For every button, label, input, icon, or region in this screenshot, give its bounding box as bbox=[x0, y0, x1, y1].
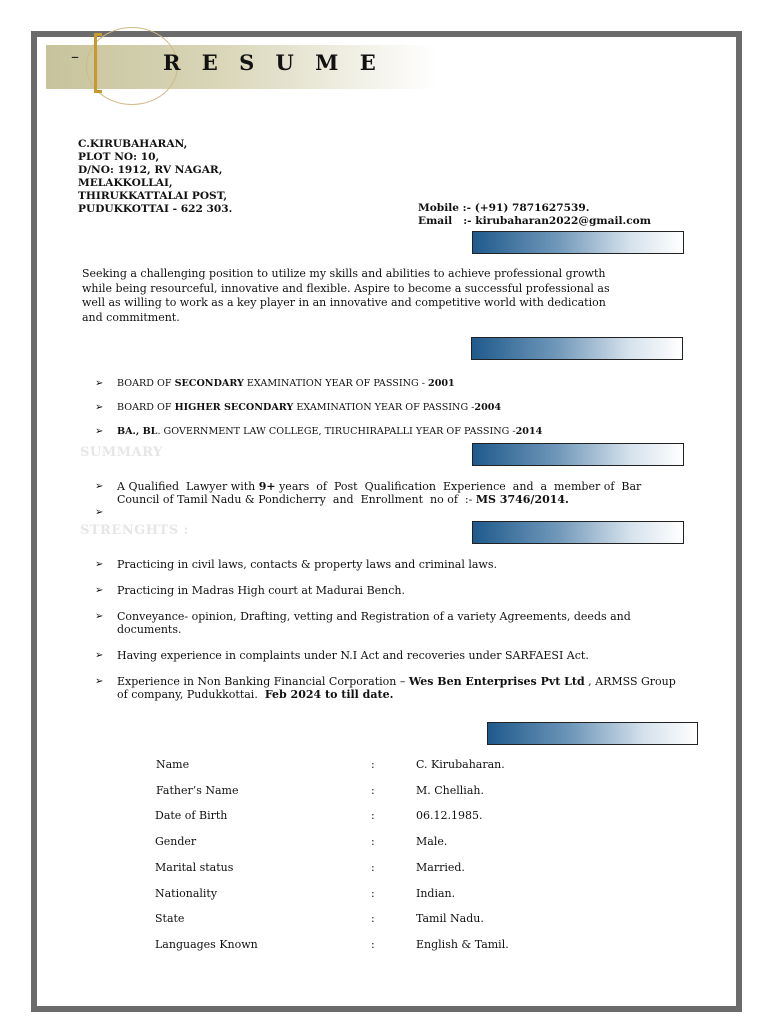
arrow-bullet-icon: ➢ bbox=[95, 426, 104, 437]
personal-value: English & Tamil. bbox=[416, 938, 509, 951]
personal-value: Male. bbox=[416, 835, 448, 848]
personal-colon: : bbox=[371, 784, 375, 797]
empty-bullet bbox=[95, 506, 115, 519]
education-item: ➢ BOARD OF SECONDARY EXAMINATION YEAR OF PASSING - 2001 bbox=[95, 378, 455, 389]
strengths-section-bar bbox=[472, 521, 684, 544]
arrow-bullet-icon: ➢ bbox=[95, 402, 104, 413]
personal-value: Married. bbox=[416, 861, 465, 874]
header-dash: – bbox=[71, 47, 79, 66]
strength-item: ➢ Experience in Non Banking Financial Corporation – Wes Ben Enterprises Pvt Ltd , ARMSS Group of company, Pudukkottai. Feb 2024 to till date. bbox=[95, 675, 676, 701]
personal-colon: : bbox=[371, 861, 375, 874]
personal-colon: : bbox=[371, 758, 375, 771]
personal-label: Gender bbox=[155, 835, 197, 848]
education-item: ➢ BA., BL. GOVERNMENT LAW COLLEGE, TIRUCHIRAPALLI YEAR OF PASSING -2014 bbox=[95, 426, 543, 437]
objective-line: and commitment. bbox=[82, 310, 180, 324]
resume-title: R E S U M E bbox=[163, 50, 383, 75]
personal-value: C. Kirubaharan. bbox=[416, 758, 505, 771]
personal-value: Indian. bbox=[416, 887, 456, 900]
personal-label: Name bbox=[156, 758, 190, 771]
personal-label: State bbox=[155, 912, 185, 925]
email-line bbox=[418, 215, 651, 228]
personal-label: Nationality bbox=[155, 887, 218, 900]
arrow-bullet-icon: ➢ bbox=[95, 611, 104, 622]
address-post: THIRUKKATTALAI POST, bbox=[78, 190, 228, 202]
personal-colon: : bbox=[371, 835, 375, 848]
education-section-bar bbox=[471, 337, 683, 360]
personal-label: Languages Known bbox=[155, 938, 258, 951]
personal-label: Date of Birth bbox=[155, 809, 228, 822]
contact-info bbox=[418, 202, 651, 228]
personal-colon: : bbox=[371, 809, 375, 822]
arrow-bullet-icon: ➢ bbox=[95, 378, 104, 389]
personal-value: M. Chelliah. bbox=[416, 784, 484, 797]
objective-text bbox=[82, 267, 642, 325]
objective-line: well as willing to work as a key player in an innovative and competitive world with dedication bbox=[82, 296, 606, 309]
bracket-ornament bbox=[94, 33, 102, 93]
strength-item: ➢ Conveyance- opinion, Drafting, vetting and Registration of a variety Agreements, deeds and documents. bbox=[95, 610, 631, 636]
personal-colon: : bbox=[371, 912, 375, 925]
arrow-bullet-icon: ➢ bbox=[95, 650, 104, 661]
mobile-label: Mobile :- bbox=[418, 202, 471, 214]
address-door: D/NO: 1912, RV NAGAR, bbox=[78, 164, 223, 176]
personal-colon: : bbox=[371, 887, 375, 900]
arrow-bullet-icon: ➢ bbox=[95, 507, 104, 518]
objective-line: Seeking a challenging position to utilize my skills and abilities to achieve professional growth bbox=[82, 267, 606, 280]
personal-section-bar bbox=[487, 722, 698, 745]
arrow-bullet-icon: ➢ bbox=[95, 559, 104, 570]
candidate-name: C.KIRUBAHARAN, bbox=[78, 138, 188, 150]
objective-section-bar bbox=[472, 231, 684, 254]
personal-label: Marital status bbox=[155, 861, 234, 874]
mobile-number: (+91) 7871627539. bbox=[474, 202, 590, 214]
strengths-heading: STRENGHTS : bbox=[80, 523, 189, 538]
personal-label: Father’s Name bbox=[156, 784, 239, 797]
objective-line: while being resourceful, innovative and flexible. Aspire to become a successful professional as bbox=[82, 281, 610, 295]
education-item: ➢ BOARD OF HIGHER SECONDARY EXAMINATION YEAR OF PASSING -2004 bbox=[95, 402, 502, 413]
address-city: PUDUKKOTTAI - 622 303. bbox=[78, 203, 233, 215]
email-label: Email :- bbox=[418, 215, 472, 227]
email-address[interactable]: kirubaharan2022@gmail.com bbox=[475, 215, 651, 227]
strength-item: ➢ Practicing in civil laws, contacts & property laws and criminal laws. bbox=[95, 558, 497, 571]
arrow-bullet-icon: ➢ bbox=[95, 481, 104, 492]
personal-value: Tamil Nadu. bbox=[416, 912, 484, 925]
summary-heading: SUMMARY bbox=[80, 445, 163, 460]
personal-colon: : bbox=[371, 938, 375, 951]
arrow-bullet-icon: ➢ bbox=[95, 585, 104, 596]
summary-item: ➢ A Qualified Lawyer with 9+ years of Post Qualification Experience and a member of Bar Council of Tamil Nadu & Pondicherry and Enrollment no of :- MS 3746/2014. bbox=[95, 480, 642, 506]
strength-item: ➢ Having experience in complaints under N.I Act and recoveries under SARFAESI Act. bbox=[95, 649, 589, 662]
personal-value: 06.12.1985. bbox=[416, 809, 483, 822]
mobile-line bbox=[418, 202, 651, 215]
arrow-bullet-icon: ➢ bbox=[95, 676, 104, 687]
strength-item: ➢ Practicing in Madras High court at Madurai Bench. bbox=[95, 584, 405, 597]
address-block bbox=[78, 138, 232, 216]
address-plot: PLOT NO: 10, bbox=[78, 151, 160, 163]
summary-section-bar bbox=[472, 443, 684, 466]
address-area: MELAKKOLLAI, bbox=[78, 177, 173, 189]
